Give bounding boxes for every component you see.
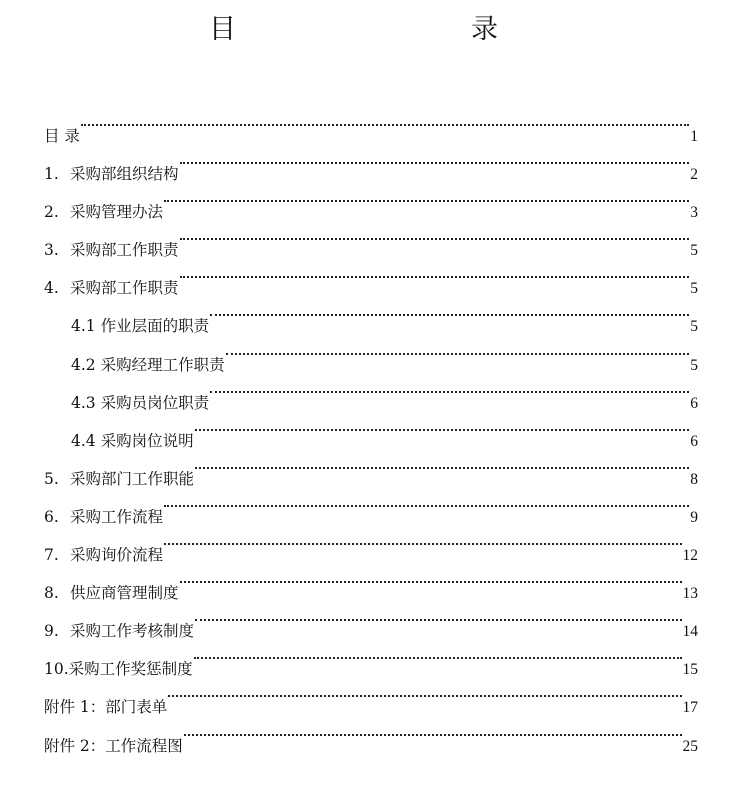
toc-entry-page-number: 5 (690, 356, 698, 374)
toc-entry-label: 采购询价流程 (70, 546, 164, 565)
toc-leader-dots (184, 713, 682, 751)
page-title (0, 12, 740, 52)
toc-entry-number: 7. (44, 546, 59, 565)
toc-entry-label: 采购管理办法 (70, 203, 164, 222)
toc-entry-label: 4.2 采购经理工作职责 (71, 355, 225, 374)
toc-entry-page-number: 17 (682, 699, 698, 717)
table-of-contents (44, 103, 698, 755)
toc-entry-label: 目 录 (44, 127, 80, 145)
toc-entry-number: 2. (44, 203, 59, 222)
toc-entry-label: 4.1 作业层面的职责 (71, 317, 210, 336)
toc-entry-page-number: 12 (682, 547, 698, 565)
toc-entry-page-number: 25 (682, 737, 698, 755)
toc-entry-page-number: 9 (690, 508, 698, 526)
toc-leader-dots (194, 636, 682, 674)
toc-entry-label: 采购工作流程 (70, 507, 164, 526)
toc-leader-dots (180, 217, 690, 255)
toc-entry-label: 4.3 采购员岗位职责 (71, 393, 210, 412)
toc-leader-dots (195, 408, 690, 446)
toc-entry-label: 采购部门工作职能 (70, 469, 195, 488)
toc-entry-number: 3. (44, 241, 59, 260)
toc-leader-dots (195, 446, 689, 484)
title-char-right: 录 (471, 14, 498, 45)
toc-entry-number: 4. (44, 279, 59, 298)
toc-entry-label: 采购工作考核制度 (70, 622, 195, 641)
toc-entry-number: 9. (44, 622, 59, 641)
toc-leader-dots (164, 522, 681, 560)
toc-leader-dots (164, 179, 689, 217)
toc-leader-dots (180, 560, 682, 598)
toc-entry-page-number: 3 (690, 204, 698, 222)
toc-leader-dots (180, 255, 690, 293)
toc-leader-dots (226, 332, 690, 370)
toc-entry-page-number: 6 (690, 432, 698, 450)
toc-entry-label: 采购部组织结构 (70, 165, 179, 184)
toc-entry-number: 10. (44, 660, 69, 679)
toc-entry-number: 6. (44, 507, 59, 526)
toc-entry-page-number: 5 (690, 318, 698, 336)
toc-entry-label: 附件 1：部门表单 (44, 698, 168, 717)
toc-entry-page-number: 5 (690, 280, 698, 298)
toc-leader-dots (210, 370, 689, 408)
toc-entry-number: 1. (44, 165, 59, 184)
toc-entry-label: 采购部工作职责 (70, 241, 179, 260)
toc-leader-dots (180, 141, 690, 179)
toc-leader-dots (195, 598, 681, 636)
toc-entry-label: 4.4 采购岗位说明 (71, 431, 194, 450)
toc-entry-label: 供应商管理制度 (70, 584, 179, 603)
toc-entry-number: 8. (44, 584, 59, 603)
toc-entry-label: 采购部工作职责 (70, 279, 179, 298)
toc-entry[interactable] (44, 141, 698, 184)
toc-entry-page-number: 2 (690, 166, 698, 184)
toc-entry-page-number: 6 (690, 394, 698, 412)
toc-entry[interactable] (44, 103, 698, 145)
toc-entry-label: 附件 2：工作流程图 (44, 736, 183, 755)
toc-entry-page-number: 15 (682, 661, 698, 679)
toc-entry-label: 采购工作奖惩制度 (68, 660, 193, 679)
toc-entry-page-number: 13 (682, 585, 698, 603)
toc-entry-page-number: 14 (682, 623, 698, 641)
toc-entry-number: 5. (44, 469, 59, 488)
toc-entry-page-number: 8 (690, 470, 698, 488)
toc-leader-dots (81, 103, 689, 141)
toc-leader-dots (210, 293, 689, 331)
toc-entry-page-number: 1 (690, 128, 698, 145)
toc-entry-page-number: 5 (690, 242, 698, 260)
toc-leader-dots (164, 484, 689, 522)
toc-leader-dots (168, 674, 681, 712)
title-char-left: 目 (209, 14, 236, 45)
